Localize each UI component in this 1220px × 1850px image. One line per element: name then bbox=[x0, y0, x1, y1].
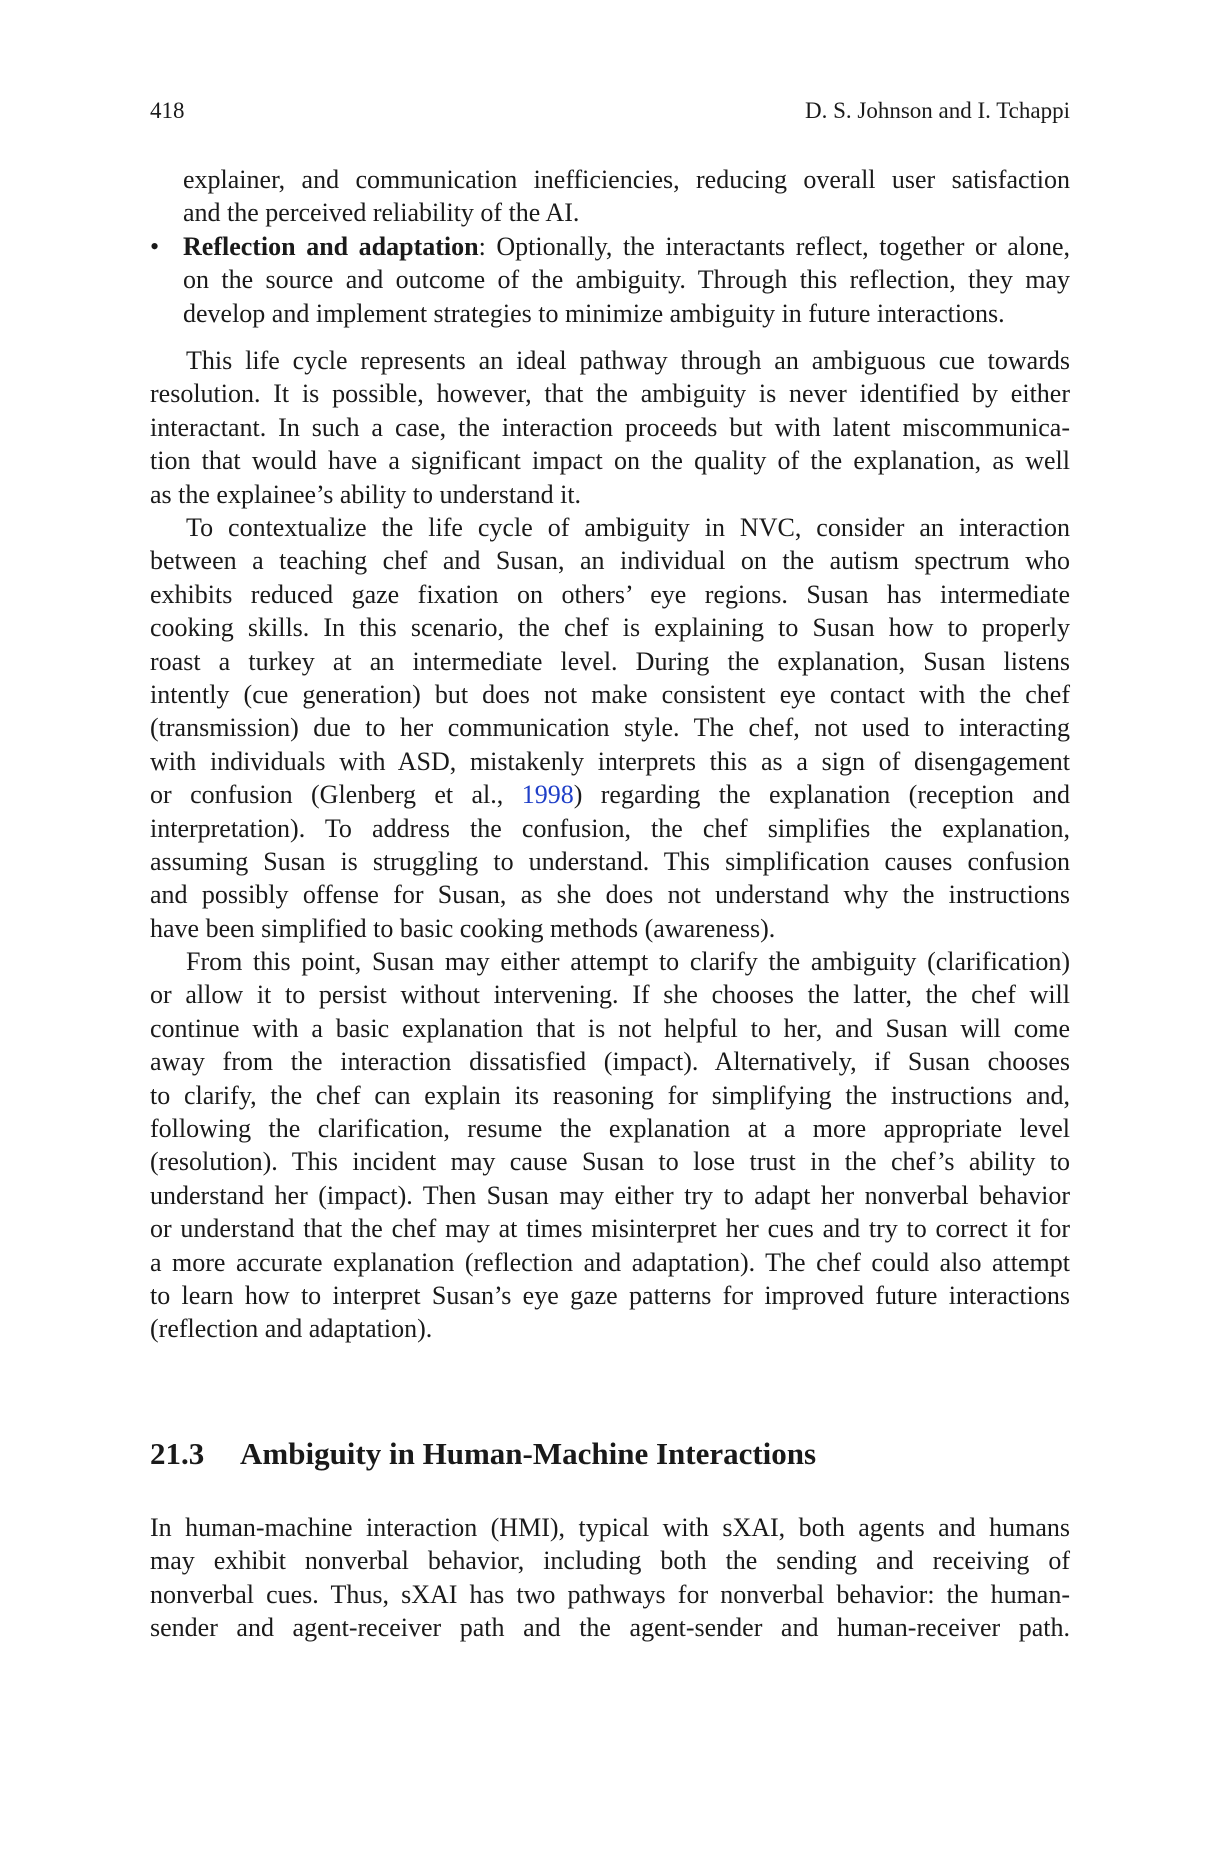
bullet-continuation-line: and the perceived reliability of the AI. bbox=[183, 198, 580, 228]
paragraph-line: a more accurate explanation (reflection and adaptation). The chef could also attempt bbox=[150, 1247, 1070, 1277]
paragraph-line: assuming Susan is struggling to understand. This simplification causes confusion bbox=[150, 846, 1070, 876]
bullet-dot-icon: • bbox=[150, 231, 160, 261]
paragraph-line: From this point, Susan may either attempt to clarify the ambiguity (clarification) bbox=[186, 947, 1070, 976]
bullet-item-reflection bbox=[150, 230, 1070, 330]
paragraph-line: This life cycle represents an ideal pathway through an ambiguous cue towards bbox=[186, 346, 1070, 375]
paragraph-line: intently (cue generation) but does not make consistent eye contact with the chef bbox=[150, 679, 1070, 709]
section-paragraph bbox=[150, 1511, 1070, 1645]
section-number: 21.3 bbox=[150, 1436, 205, 1471]
bullet-first-line-text: : Optionally, the interactants reflect, together or alone, bbox=[478, 231, 1070, 261]
paragraph-line: (transmission) due to her communication style. The chef, not used to interacting bbox=[150, 713, 1070, 743]
paragraph-line: In human-machine interaction (HMI), typical with sXAI, both agents and humans bbox=[150, 1513, 1070, 1542]
paragraph-life-cycle bbox=[150, 344, 1070, 511]
bullet-list bbox=[150, 163, 1070, 330]
paragraph-line: (resolution). This incident may cause Susan to lose trust in the chef’s ability to bbox=[150, 1147, 1070, 1177]
citation-prefix: or confusion (Glenberg et al., bbox=[150, 780, 522, 810]
running-head-authors: D. S. Johnson and I. Tchappi bbox=[804, 98, 1070, 123]
paragraph-line: following the clarification, resume the explanation at a more appropriate level bbox=[150, 1113, 1070, 1143]
bullet-first-line bbox=[183, 230, 1070, 263]
paragraph-line: interactant. In such a case, the interaction proceeds but with latent miscommunica- bbox=[150, 412, 1070, 442]
citation-suffix: ) regarding the explanation (reception and bbox=[573, 780, 1070, 810]
bullet-line: develop and implement strategies to minimize ambiguity in future interactions. bbox=[183, 298, 1005, 328]
paragraph-line: between a teaching chef and Susan, an individual on the autism spectrum who bbox=[150, 546, 1070, 576]
paragraph-line: continue with a basic explanation that is not helpful to her, and Susan will come bbox=[150, 1013, 1070, 1043]
paragraph-line: away from the interaction dissatisfied (impact). Alternatively, if Susan chooses bbox=[150, 1047, 1070, 1077]
paragraph-line: may exhibit nonverbal behavior, including both the sending and receiving of bbox=[150, 1546, 1070, 1576]
bullet-term: Reflection and adaptation bbox=[183, 231, 479, 261]
paragraph-line: understand her (impact). Then Susan may either try to adapt her nonverbal behavior bbox=[150, 1180, 1070, 1210]
paragraph-line: nonverbal cues. Thus, sXAI has two pathways for nonverbal behavior: the human- bbox=[150, 1579, 1070, 1609]
paragraph-line: resolution. It is possible, however, that the ambiguity is never identified by either bbox=[150, 379, 1070, 409]
bullet-line: on the source and outcome of the ambiguity. Through this reflection, they may bbox=[183, 265, 1070, 295]
paragraph-line: and possibly offense for Susan, as she does not understand why the instructions bbox=[150, 880, 1070, 910]
paragraph-resolution bbox=[150, 945, 1070, 1346]
paragraph-line: or allow it to persist without intervening. If she chooses the latter, the chef will bbox=[150, 980, 1070, 1010]
paragraph-line: exhibits reduced gaze fixation on others’ eye regions. Susan has intermediate bbox=[150, 579, 1070, 609]
bullet-continuation-line: explainer, and communication inefficiencies, reducing overall user satisfaction bbox=[183, 165, 1070, 194]
paragraph-line: cooking skills. In this scenario, the chef is explaining to Susan how to properly bbox=[150, 613, 1070, 643]
page-number: 418 bbox=[150, 98, 185, 123]
paragraph-line: to clarify, the chef can explain its reasoning for simplifying the instructions and, bbox=[150, 1080, 1070, 1110]
paragraph-line-with-citation bbox=[150, 778, 1070, 811]
citation-link-glenberg-1998[interactable]: 1998 bbox=[521, 780, 574, 810]
paragraph-line: To contextualize the life cycle of ambiguity in NVC, consider an interaction bbox=[186, 513, 1070, 542]
paragraph-line: sender and agent-receiver path and the agent-sender and human-receiver path. bbox=[150, 1613, 1070, 1643]
section-heading bbox=[150, 1436, 816, 1472]
paragraph-line: to learn how to interpret Susan’s eye gaze patterns for improved future interactions bbox=[150, 1280, 1070, 1310]
paragraph-example-susan bbox=[150, 511, 1070, 945]
paragraph-line: or understand that the chef may at times misinterpret her cues and try to correct it for bbox=[150, 1214, 1070, 1244]
paragraph-line: (reflection and adaptation). bbox=[150, 1314, 433, 1344]
running-head bbox=[150, 96, 1070, 126]
paragraph-line: have been simplified to basic cooking methods (awareness). bbox=[150, 913, 776, 943]
paragraph-line: with individuals with ASD, mistakenly interprets this as a sign of disengagement bbox=[150, 746, 1070, 776]
paragraph-line: interpretation). To address the confusion, the chef simplifies the explanation, bbox=[150, 813, 1070, 843]
paragraph-line: as the explainee’s ability to understand it. bbox=[150, 479, 582, 509]
paragraph-line: tion that would have a significant impact on the quality of the explanation, as well bbox=[150, 446, 1070, 476]
paragraph-line: roast a turkey at an intermediate level. During the explanation, Susan listens bbox=[150, 646, 1070, 676]
section-title: Ambiguity in Human-Machine Interactions bbox=[240, 1436, 817, 1471]
